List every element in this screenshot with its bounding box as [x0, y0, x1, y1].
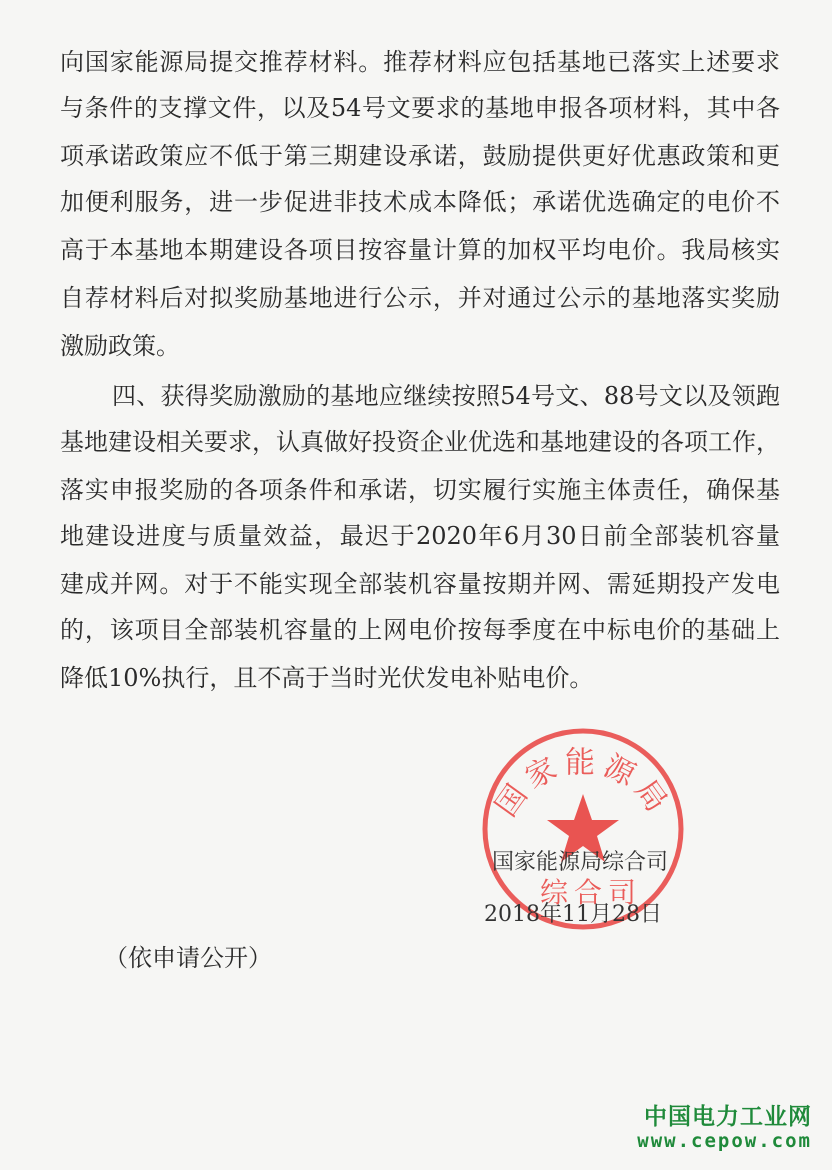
text-line: 地建设进度与质量效益，最迟于2020年6月30日前全部装机容量	[60, 522, 780, 550]
text-line: 基地建设相关要求，认真做好投资企业优选和基地建设的各项工作，	[60, 428, 780, 456]
text-line: 激励政策。	[60, 332, 180, 360]
watermark-site-name: 中国电力工业网	[644, 1104, 812, 1130]
watermark-url: www.cepow.com	[637, 1130, 812, 1152]
issuer-name: 国家能源局综合司	[492, 850, 669, 875]
text-line: 高于本基地本期建设各项目按容量计算的加权平均电价。我局核实	[60, 236, 780, 264]
svg-text:国家能源局: 国家能源局	[488, 745, 678, 824]
text-line: 的，该项目全部装机容量的上网电价按每季度在中标电价的基础上	[60, 616, 780, 644]
disclosure-note: （依申请公开）	[104, 944, 272, 972]
seal-bottom-text: 综合司	[540, 876, 643, 909]
issue-date: 2018年11月28日	[484, 902, 662, 927]
text-line: 建成并网。对于不能实现全部装机容量按期并网、需延期投产发电	[60, 570, 780, 598]
text-line: 项承诺政策应不低于第三期建设承诺，鼓励提供更好优惠政策和更	[60, 142, 780, 170]
text-line: 自荐材料后对拟奖励基地进行公示，并对通过公示的基地落实奖励	[60, 284, 780, 312]
text-line: 向国家能源局提交推荐材料。推荐材料应包括基地已落实上述要求	[60, 48, 780, 76]
text-line: 落实申报奖励的各项条件和承诺，切实履行实施主体责任，确保基	[60, 476, 780, 504]
text-line: 加便利服务，进一步促进非技术成本降低；承诺优选确定的电价不	[60, 188, 780, 216]
text-line: 与条件的支撑文件，以及54号文要求的基地申报各项材料，其中各	[60, 94, 780, 122]
text-line: 四、获得奖励激励的基地应继续按照54号文、88号文以及领跑	[112, 382, 780, 410]
text-line: 降低10%执行，且不高于当时光伏发电补贴电价。	[60, 664, 594, 692]
